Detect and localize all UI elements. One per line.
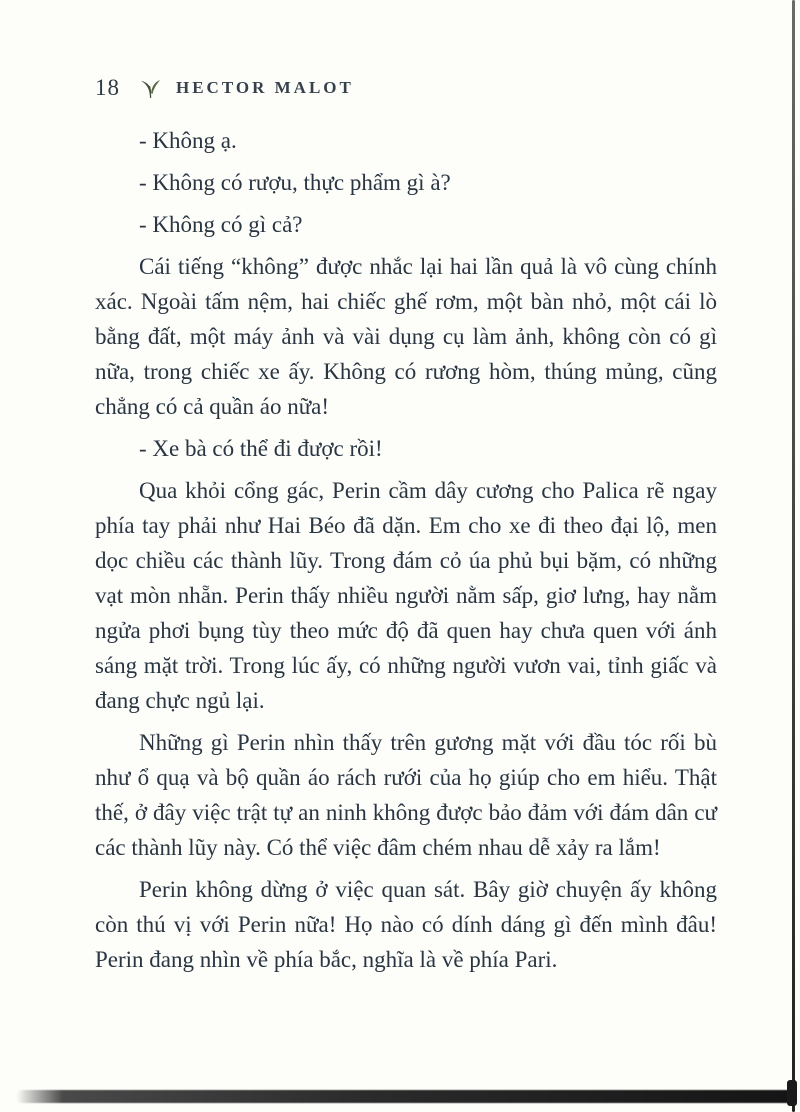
- paragraph: Những gì Perin nhìn thấy trên gương mặt với đầu tóc rối bù như ổ quạ và bộ quần áo rách rưới của họ giúp cho em hiểu. Thật thế, ở đây việc trật tự an ninh không được bảo đảm với đám dân cư các thành lũy này. Có thể việc đâm chém nhau dễ xảy ra lắm!: [95, 730, 717, 860]
- dialogue-line: - Không ạ.: [139, 128, 237, 153]
- paragraph: Perin không dừng ở việc quan sát. Bây giờ chuyện ấy không còn thú vị với Perin nữa! Họ nào có dính dáng gì đến mình đâu! Perin đang nhìn về phía bắc, nghĩa là về phía Pari.: [95, 877, 717, 972]
- paragraph: Qua khỏi cổng gác, Perin cầm dây cương cho Palica rẽ ngay phía tay phải như Hai Béo đã dặn. Em cho xe đi theo đại lộ, men dọc chiều các thành lũy. Trong đám cỏ úa phủ bụi bặm, có những vạt mòn nhẵn. Perin thấy nhiều người nằm sấp, giơ lưng, hay nằm ngửa phơi bụng tùy theo mức độ đã quen hay chưa quen với ánh sáng mặt trời. Trong lúc ấy, có những người vươn vai, tỉnh giấc và đang chực ngủ lại.: [95, 478, 717, 713]
- dialogue-line: - Không có rượu, thực phẩm gì à?: [139, 170, 451, 195]
- scan-edge-right: [792, 0, 795, 1112]
- dialogue-line: - Xe bà có thể đi được rồi!: [139, 436, 383, 461]
- page-number: 18: [95, 75, 120, 100]
- paragraph: Cái tiếng “không” được nhắc lại hai lần quả là vô cùng chính xác. Ngoài tấm nệm, hai chiếc ghế rơm, một bàn nhỏ, một cái lò bằng đất, một máy ảnh và vài dụng cụ làm ảnh, không còn có gì nữa, trong chiếc xe ấy. Không có rương hòm, thúng mủng, cũng chẳng có cả quần áo nữa!: [95, 254, 717, 419]
- page-header: [95, 74, 354, 102]
- leaf-ornament-icon: [138, 77, 162, 99]
- dialogue-line: - Không có gì cả?: [139, 212, 303, 237]
- scan-edge-corner: [787, 1080, 797, 1106]
- scan-edge-bottom: [16, 1090, 796, 1103]
- header-author-title: HECTOR MALOT: [176, 78, 354, 97]
- body-text: [95, 123, 717, 984]
